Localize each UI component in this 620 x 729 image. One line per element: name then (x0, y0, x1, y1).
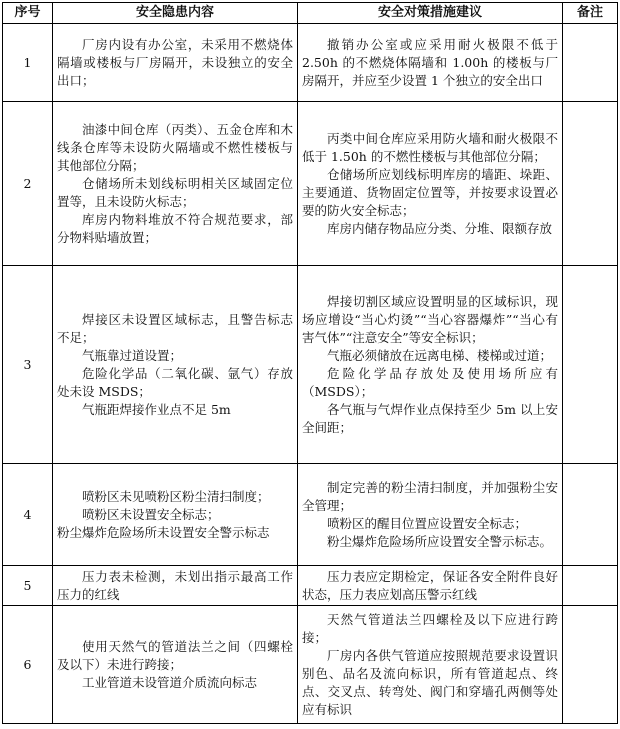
measure-item: 压力表应定期检定，保证各安全附件良好状态，压力表应划高压警示红线 (302, 568, 558, 602)
hazard-cell (53, 102, 298, 266)
table-row (3, 464, 618, 566)
measure-cell (298, 606, 563, 724)
header-row (3, 3, 618, 24)
hazard-item: 喷粉区未设置安全标志； (82, 506, 220, 522)
measure-item: 危险化学品存放处及使用场所应有（MSDS）； (302, 365, 558, 399)
hazard-item: 气瓶靠过道设置； (82, 347, 183, 363)
remark-cell (563, 606, 618, 724)
row-number: 1 (3, 24, 53, 102)
header-hazard: 安全隐患内容 (53, 3, 298, 24)
hazard-item: 使用天然气的管道法兰之间（四螺栓及以下）未进行跨接； (57, 638, 293, 672)
hazard-cell (53, 464, 298, 566)
header-measure: 安全对策措施建议 (298, 3, 563, 24)
row-number: 6 (3, 606, 53, 724)
hazard-item: 压力表未检测，未划出指示最高工作压力的红线 (57, 568, 293, 602)
hazard-cell (53, 24, 298, 102)
table-row (3, 24, 618, 102)
hazard-table (2, 2, 618, 724)
measure-cell (298, 266, 563, 464)
hazard-item: 危险化学品（二氧化碳、氩气）存放处未设 MSDS； (57, 365, 293, 399)
measure-item: 丙类中间仓库应采用防火墙和耐火极限不低于 1.50h 的不燃性楼板与其他部位分隔； (302, 130, 558, 164)
remark-cell (563, 102, 618, 266)
measure-item: 天然气管道法兰四螺栓及以下应进行跨接； (302, 611, 558, 645)
hazard-item: 油漆中间仓库（丙类）、五金仓库和木线条仓库等未设防火隔墙或不燃性楼板与其他部位分隔； (57, 121, 293, 173)
row-number: 4 (3, 464, 53, 566)
hazard-item: 工业管道未设管道介质流向标志 (82, 674, 258, 690)
measure-item: 粉尘爆炸危险场所应设置安全警示标志。 (327, 533, 553, 549)
hazard-item: 粉尘爆炸危险场所未设置安全警示标志 (57, 524, 270, 540)
measure-item: 库房内储存物品应分类、分堆、限额存放 (327, 220, 553, 236)
hazard-cell (53, 566, 298, 606)
hazard-item: 厂房内设有办公室，未采用不燃烧体隔墙或楼板与厂房隔开，未设独立的安全出口； (57, 36, 293, 88)
measure-item: 喷粉区的醒目位置应设置安全标志； (327, 515, 528, 531)
header-no: 序号 (3, 3, 53, 24)
table-row (3, 566, 618, 606)
hazard-item: 气瓶距焊接作业点不足 5m (82, 401, 231, 417)
hazard-cell (53, 266, 298, 464)
measure-cell (298, 464, 563, 566)
measure-item: 焊接切割区域应设置明显的区域标识，现场应增设“当心灼烫”“当心容器爆炸”“当心有害气体”“注意安全”等安全标识； (302, 293, 558, 345)
hazard-item: 库房内物料堆放不符合规范要求，部分物料贴墙放置； (57, 211, 293, 245)
measure-cell (298, 102, 563, 266)
header-remark: 备注 (563, 3, 618, 24)
measure-item: 厂房内各供气管道应按照规范要求设置识别色、品名及流向标识，所有管道起点、终点、交叉点、转弯处、阀门和穿墙孔两侧等处应有标识 (302, 647, 558, 717)
remark-cell (563, 566, 618, 606)
measure-item: 撤销办公室或应采用耐火极限不低于 2.50h 的不燃烧体隔墙和 1.00h 的楼板与厂房隔开，并应至少设置 1 个独立的安全出口 (302, 36, 558, 88)
measure-cell (298, 566, 563, 606)
row-number: 2 (3, 102, 53, 266)
hazard-item: 仓储场所未划线标明相关区域固定位置等，且未设防火标志； (57, 175, 293, 209)
measure-item: 仓储场所应划线标明库房的墙距、垛距、主要通道、货物固定位置等，并按要求设置必要的防火安全标志； (302, 166, 558, 218)
remark-cell (563, 24, 618, 102)
remark-cell (563, 266, 618, 464)
table-row (3, 102, 618, 266)
table-row (3, 606, 618, 724)
remark-cell (563, 464, 618, 566)
hazard-item: 焊接区未设置区域标志，且警告标志不足； (57, 311, 293, 345)
hazard-item: 喷粉区未见喷粉区粉尘清扫制度； (82, 488, 270, 504)
row-number: 3 (3, 266, 53, 464)
measure-item: 气瓶必须储放在远离电梯、楼梯或过道； (327, 347, 553, 363)
measure-item: 制定完善的粉尘清扫制度，并加强粉尘安全管理； (302, 479, 558, 513)
measure-cell (298, 24, 563, 102)
hazard-cell (53, 606, 298, 724)
table-row (3, 266, 618, 464)
row-number: 5 (3, 566, 53, 606)
measure-item: 各气瓶与气焊作业点保持至少 5m 以上安全间距； (302, 401, 558, 435)
